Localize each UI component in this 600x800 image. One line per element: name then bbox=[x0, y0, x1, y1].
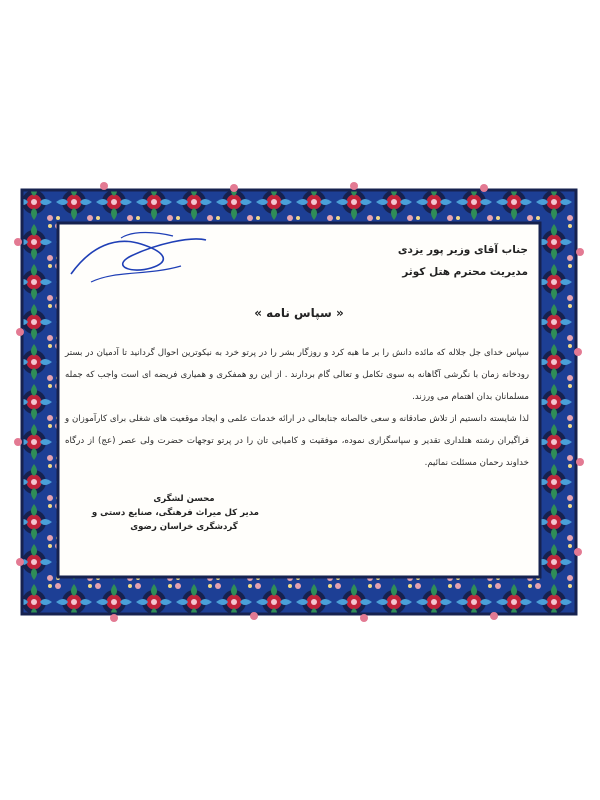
signatory-title-line2: گردشگری خراسان رضوی bbox=[130, 522, 238, 532]
certificate-frame bbox=[14, 182, 584, 622]
recipient-title: مدیریت محترم هتل کوثر bbox=[402, 266, 528, 278]
signatory-name: محسن لشگری bbox=[153, 494, 215, 504]
body-paragraph-1: سپاس خدای جل جلاله که مائده دانش را بر ما هبه کرد و روزگار بشر را در پرتو خرد به نیکوترین احوال گردانید تا آدمیان در بستر رودخانه زمان با نگرشی آگاهانه به سوی تکامل و تعالی گام بردارند . از این رو همفکری و همیاری فریضه ای است واجب که جمله مسلمانان بدان اهتمام می ورزند. bbox=[65, 348, 529, 402]
recipient-name: جناب آقای وزیر پور یزدی bbox=[397, 244, 528, 256]
signatory-title-line1: مدیر کل میراث فرهنگی، صنایع دستی و bbox=[91, 508, 259, 518]
signature-block bbox=[91, 492, 259, 534]
body-paragraph-2: لذا شایسته دانستیم از تلاش صادقانه و سعی خالصانه جنابعالی در ارائه خدمات علمی و ایجاد موقعیت های شغلی برای کارآموزان و فراگیران رشته هتلداری تقدیر و سپاسگزاری نموده، موفقیت و کامیابی تان را در پرتو توجهات حضرت ولی عصر (عج) از درگاه خداوند رحمان مسئلت نمائیم. bbox=[65, 414, 529, 468]
certificate-heading: « سپاس نامه » bbox=[254, 306, 344, 320]
certificate-panel bbox=[61, 226, 537, 574]
certificate-body bbox=[65, 342, 529, 474]
handwritten-signature bbox=[61, 226, 211, 286]
